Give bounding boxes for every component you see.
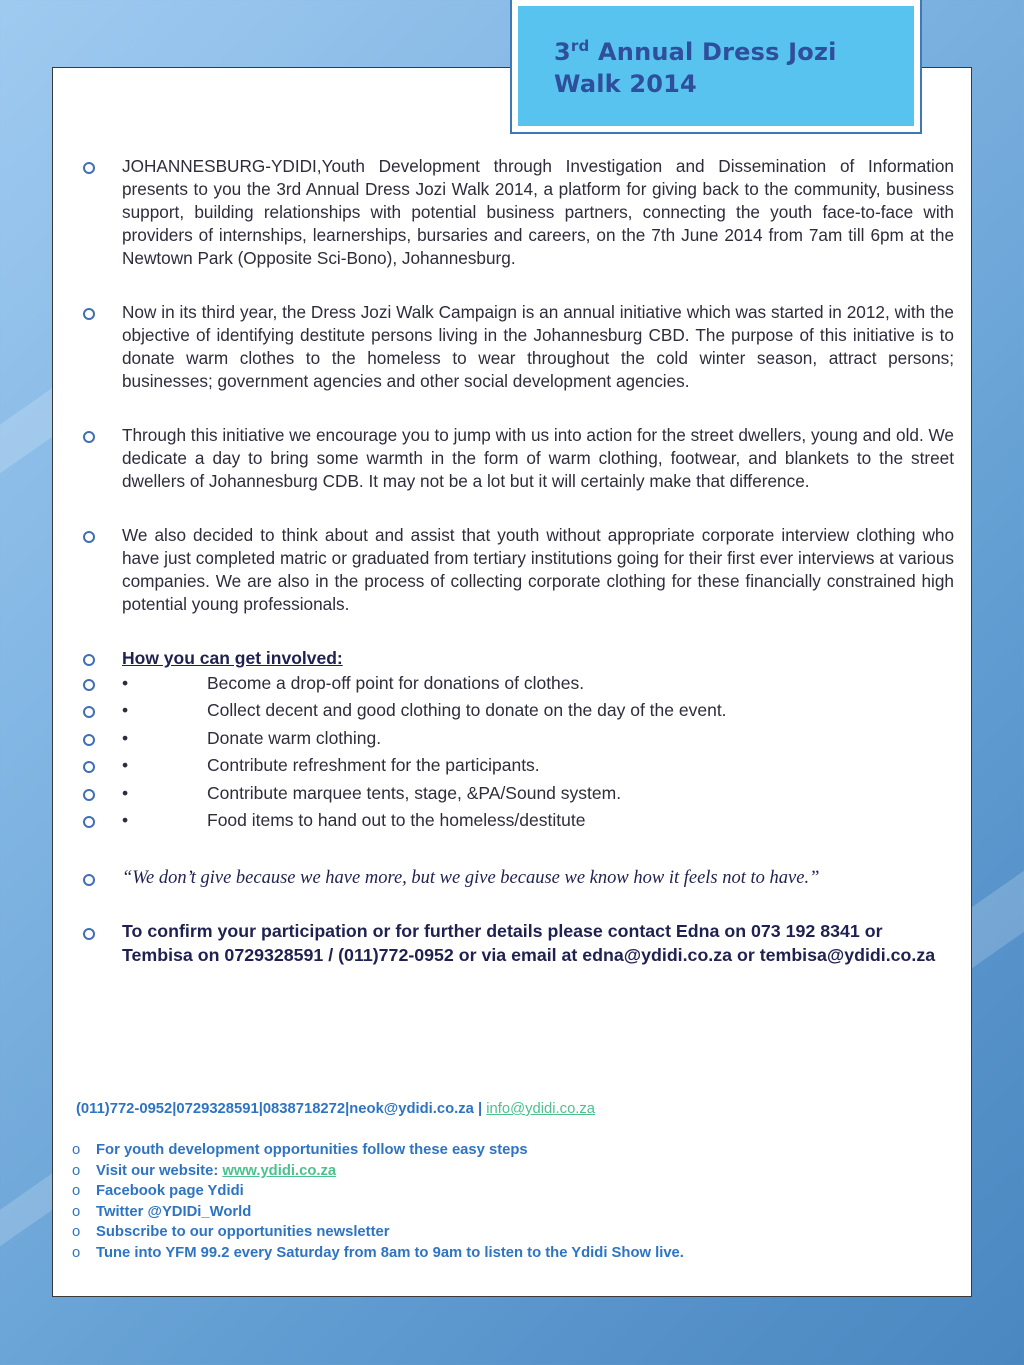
involved-item — [80, 752, 954, 779]
step-item — [72, 1161, 932, 1182]
paragraph-corporate-clothing: We also decided to think about and assist that youth without appropriate corporate interview clothing who have just completed matric or graduated from tertiary institutions going for their first ever interviews at various companies. We are also in the process of collecting corporate clothing for these financially constrained high potential young professionals. — [122, 525, 954, 614]
circle-bullet-icon — [83, 308, 95, 320]
circle-bullet-icon — [83, 531, 95, 543]
paragraph-campaign: Now in its third year, the Dress Jozi Walk Campaign is an annual initiative which was started in 2012, with the objective of identifying destitute persons living in the Johannesburg CBD. The purpose of this initiative is to donate warm clothes to the homeless to wear throughout the cold winter season, attract persons; businesses; government agencies and other social development agencies. — [122, 302, 954, 391]
page-title — [554, 36, 914, 100]
dot-bullet-icon: • — [122, 782, 129, 803]
involved-heading: How you can get involved: — [122, 648, 343, 668]
circle-bullet-icon — [83, 874, 95, 886]
paragraph-initiative: Through this initiative we encourage you to jump with us into action for the street dwellers, young and old. We dedicate a day to bring some warmth in the form of warm clothing, footwear, and blankets to the street dwellers of Johannesburg CDB. It may not be a lot but it will certainly make that difference. — [122, 425, 954, 491]
dot-bullet-icon: • — [122, 700, 129, 721]
title-box — [510, 0, 922, 134]
list-item — [80, 155, 954, 270]
circle-bullet-icon — [83, 816, 95, 828]
step-text: For youth development opportunities follow these easy steps — [96, 1142, 528, 1158]
step-text: Tune into YFM 99.2 every Saturday from 8am to 9am to listen to the Ydidi Show live. — [96, 1244, 684, 1261]
title-line2: Walk 2014 — [554, 70, 697, 98]
step-item — [72, 1222, 932, 1243]
list-item — [80, 301, 954, 393]
circle-bullet-icon — [83, 679, 95, 691]
step-item — [72, 1140, 932, 1161]
title-number: 3 — [554, 38, 571, 66]
info-email-link[interactable]: info@ydidi.co.za — [486, 1101, 596, 1117]
title-ordinal: rd — [570, 37, 590, 55]
list-item — [80, 524, 954, 616]
footer-contact-line — [76, 1101, 595, 1117]
circle-bullet-icon — [83, 431, 95, 443]
circle-bullet-icon — [83, 761, 95, 773]
circle-bullet-icon — [83, 706, 95, 718]
involved-item — [80, 670, 954, 697]
steps-list — [72, 1140, 932, 1264]
dot-bullet-icon: • — [122, 673, 129, 693]
footer-numbers: (011)772-0952|0729328591|0838718272|neok@ydidi.co.za | — [76, 1101, 487, 1117]
circle-bullet-icon — [83, 789, 95, 801]
step-text: Twitter @YDIDi_World — [96, 1203, 252, 1220]
quote-text: “We don’t give because we have more, but we give because we know how it feels not to have.” — [122, 868, 820, 889]
list-item — [80, 424, 954, 493]
step-item — [72, 1202, 932, 1223]
circle-bullet-icon — [83, 654, 95, 666]
involved-item-text: Food items to hand out to the homeless/destitute — [207, 810, 586, 831]
circle-outline-icon: o — [72, 1224, 81, 1241]
dot-bullet-icon: • — [122, 810, 129, 831]
step-text: Subscribe to our opportunities newsletter — [96, 1224, 390, 1241]
step-item — [72, 1181, 932, 1202]
step-item — [72, 1243, 932, 1264]
involved-item — [80, 725, 954, 752]
involved-item-text: Become a drop-off point for donations of clothes. — [207, 673, 585, 693]
quote-item — [80, 866, 954, 890]
circle-outline-icon: o — [72, 1142, 81, 1158]
involved-item — [80, 697, 954, 724]
circle-outline-icon: o — [72, 1162, 81, 1179]
involved-item-text: Contribute refreshment for the participants. — [207, 755, 540, 776]
involved-item — [80, 807, 954, 834]
dot-bullet-icon: • — [122, 727, 129, 748]
circle-bullet-icon — [83, 734, 95, 746]
involved-item-text: Collect decent and good clothing to donate on the day of the event. — [207, 700, 727, 721]
circle-outline-icon: o — [72, 1203, 81, 1220]
involved-heading-item — [80, 647, 954, 670]
step-text: Facebook page Ydidi — [96, 1183, 244, 1200]
circle-bullet-icon — [83, 928, 95, 940]
title-banner — [518, 6, 914, 126]
circle-outline-icon: o — [72, 1183, 81, 1200]
paragraph-intro: JOHANNESBURG-YDIDI,Youth Development through Investigation and Dissemination of Information presents to you the 3rd Annual Dress Jozi Walk 2014, a platform for giving back to the community, business support, building relationships with potential business partners, connecting the youth face-to-face with providers of internships, learnerships, bursaries and careers, on the 7th June 2014 from 7am till 6pm at the Newtown Park (Opposite Sci-Bono), Johannesburg. — [122, 156, 954, 268]
dot-bullet-icon: • — [122, 755, 129, 776]
involved-item-text: Donate warm clothing. — [207, 727, 382, 748]
step-text: Visit our website: — [96, 1162, 223, 1179]
involved-item — [80, 780, 954, 807]
involved-item-text: Contribute marquee tents, stage, &PA/Sound system. — [207, 782, 622, 803]
content-list — [80, 155, 954, 967]
contact-item — [80, 920, 954, 967]
website-link[interactable]: www.ydidi.co.za — [222, 1162, 337, 1179]
title-line1: Annual Dress Jozi — [589, 38, 837, 66]
contact-text: To confirm your participation or for further details please contact Edna on 073 192 8341 or Tembisa on 0729328591 / (011)772-0952 or via email at edna@ydidi.co.za or tembisa@ydidi.co.za — [122, 921, 936, 965]
circle-bullet-icon — [83, 162, 95, 174]
circle-outline-icon: o — [72, 1244, 81, 1261]
